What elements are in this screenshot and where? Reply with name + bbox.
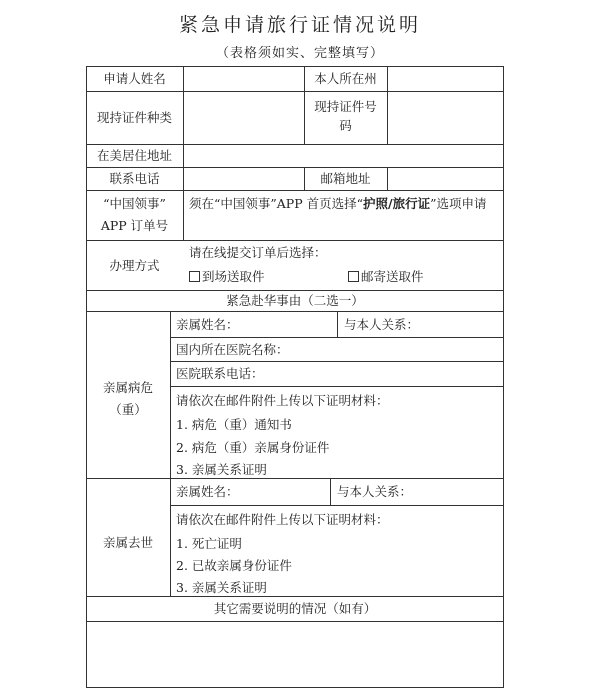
app-order-label-line1: “中国领事” — [103, 196, 166, 211]
ill-item-3: 3. 亲属关系证明 — [176, 462, 267, 477]
death-item-1: 1. 死亡证明 — [176, 536, 242, 551]
row-divider — [170, 361, 504, 362]
row-divider — [170, 337, 504, 338]
reason-header: 紧急赴华事由（二选一） — [226, 293, 364, 308]
row-divider — [86, 144, 504, 145]
phone-label: 联系电话 — [109, 171, 160, 186]
method-prompt: 请在线提交订单后选择： — [189, 245, 327, 260]
app-order-label-line2: APP 订单号 — [100, 218, 169, 233]
col-divider — [337, 311, 338, 337]
applicant-name-label: 申请人姓名 — [103, 71, 166, 86]
method-mail-option[interactable]: 邮寄送取件 — [348, 269, 424, 285]
current-doc-type-label: 现持证件种类 — [96, 110, 172, 125]
row-divider — [86, 290, 504, 291]
ill-relation: 与本人关系： — [344, 317, 420, 332]
row-divider — [86, 311, 504, 312]
death-instructions: 请依次在邮件附件上传以下证明材料： — [176, 512, 389, 527]
death-item-3: 3. 亲属关系证明 — [176, 580, 267, 595]
ill-hospital-phone: 医院联系电话： — [176, 366, 264, 381]
row-divider — [170, 386, 504, 387]
method-onsite-option[interactable]: 到场送取件 — [189, 269, 265, 285]
col-divider — [387, 66, 388, 144]
ill-label-line2: （重） — [109, 402, 147, 417]
death-item-2: 2. 已故亲属身份证件 — [176, 558, 292, 573]
col-divider — [330, 478, 331, 505]
other-header: 其它需要说明的情况（如有） — [213, 601, 377, 616]
row-divider — [86, 478, 504, 479]
app-order-note: 须在“中国领事”APP 首页选择“护照/旅行证”选项申请 — [189, 196, 487, 211]
current-doc-no-label-line2: 码 — [339, 118, 352, 133]
ill-instructions: 请依次在邮件附件上传以下证明材料： — [176, 393, 389, 408]
checkbox-icon[interactable] — [189, 271, 200, 282]
row-divider — [86, 190, 504, 191]
row-divider — [86, 167, 504, 168]
ill-hospital: 国内所在医院名称： — [176, 342, 289, 357]
row-divider — [86, 596, 504, 597]
ill-item-1: 1. 病危（重）通知书 — [176, 417, 292, 432]
email-label: 邮箱地址 — [320, 171, 371, 186]
row-divider — [86, 621, 504, 622]
row-divider — [170, 505, 504, 506]
address-label: 在美居住地址 — [96, 148, 172, 163]
page-title: 紧急申请旅行证情况说明 — [178, 14, 421, 36]
death-relation: 与本人关系： — [337, 484, 413, 499]
page-subtitle: （表格须如实、完整填写） — [215, 46, 384, 61]
col-divider — [183, 66, 184, 240]
col-divider — [387, 167, 388, 190]
method-label: 办理方式 — [109, 258, 160, 273]
current-doc-no-label-line1: 现持证件号 — [314, 99, 377, 114]
ill-item-2: 2. 病危（重）亲属身份证件 — [176, 440, 330, 455]
death-relative-name: 亲属姓名： — [176, 484, 239, 499]
col-divider — [170, 311, 171, 596]
checkbox-icon[interactable] — [348, 271, 359, 282]
ill-relative-name: 亲属姓名： — [176, 317, 239, 332]
ill-label-line1: 亲属病危 — [102, 380, 153, 395]
death-label: 亲属去世 — [102, 535, 153, 550]
row-divider — [86, 240, 504, 241]
row-divider — [86, 91, 504, 92]
state-label: 本人所在州 — [314, 71, 377, 86]
